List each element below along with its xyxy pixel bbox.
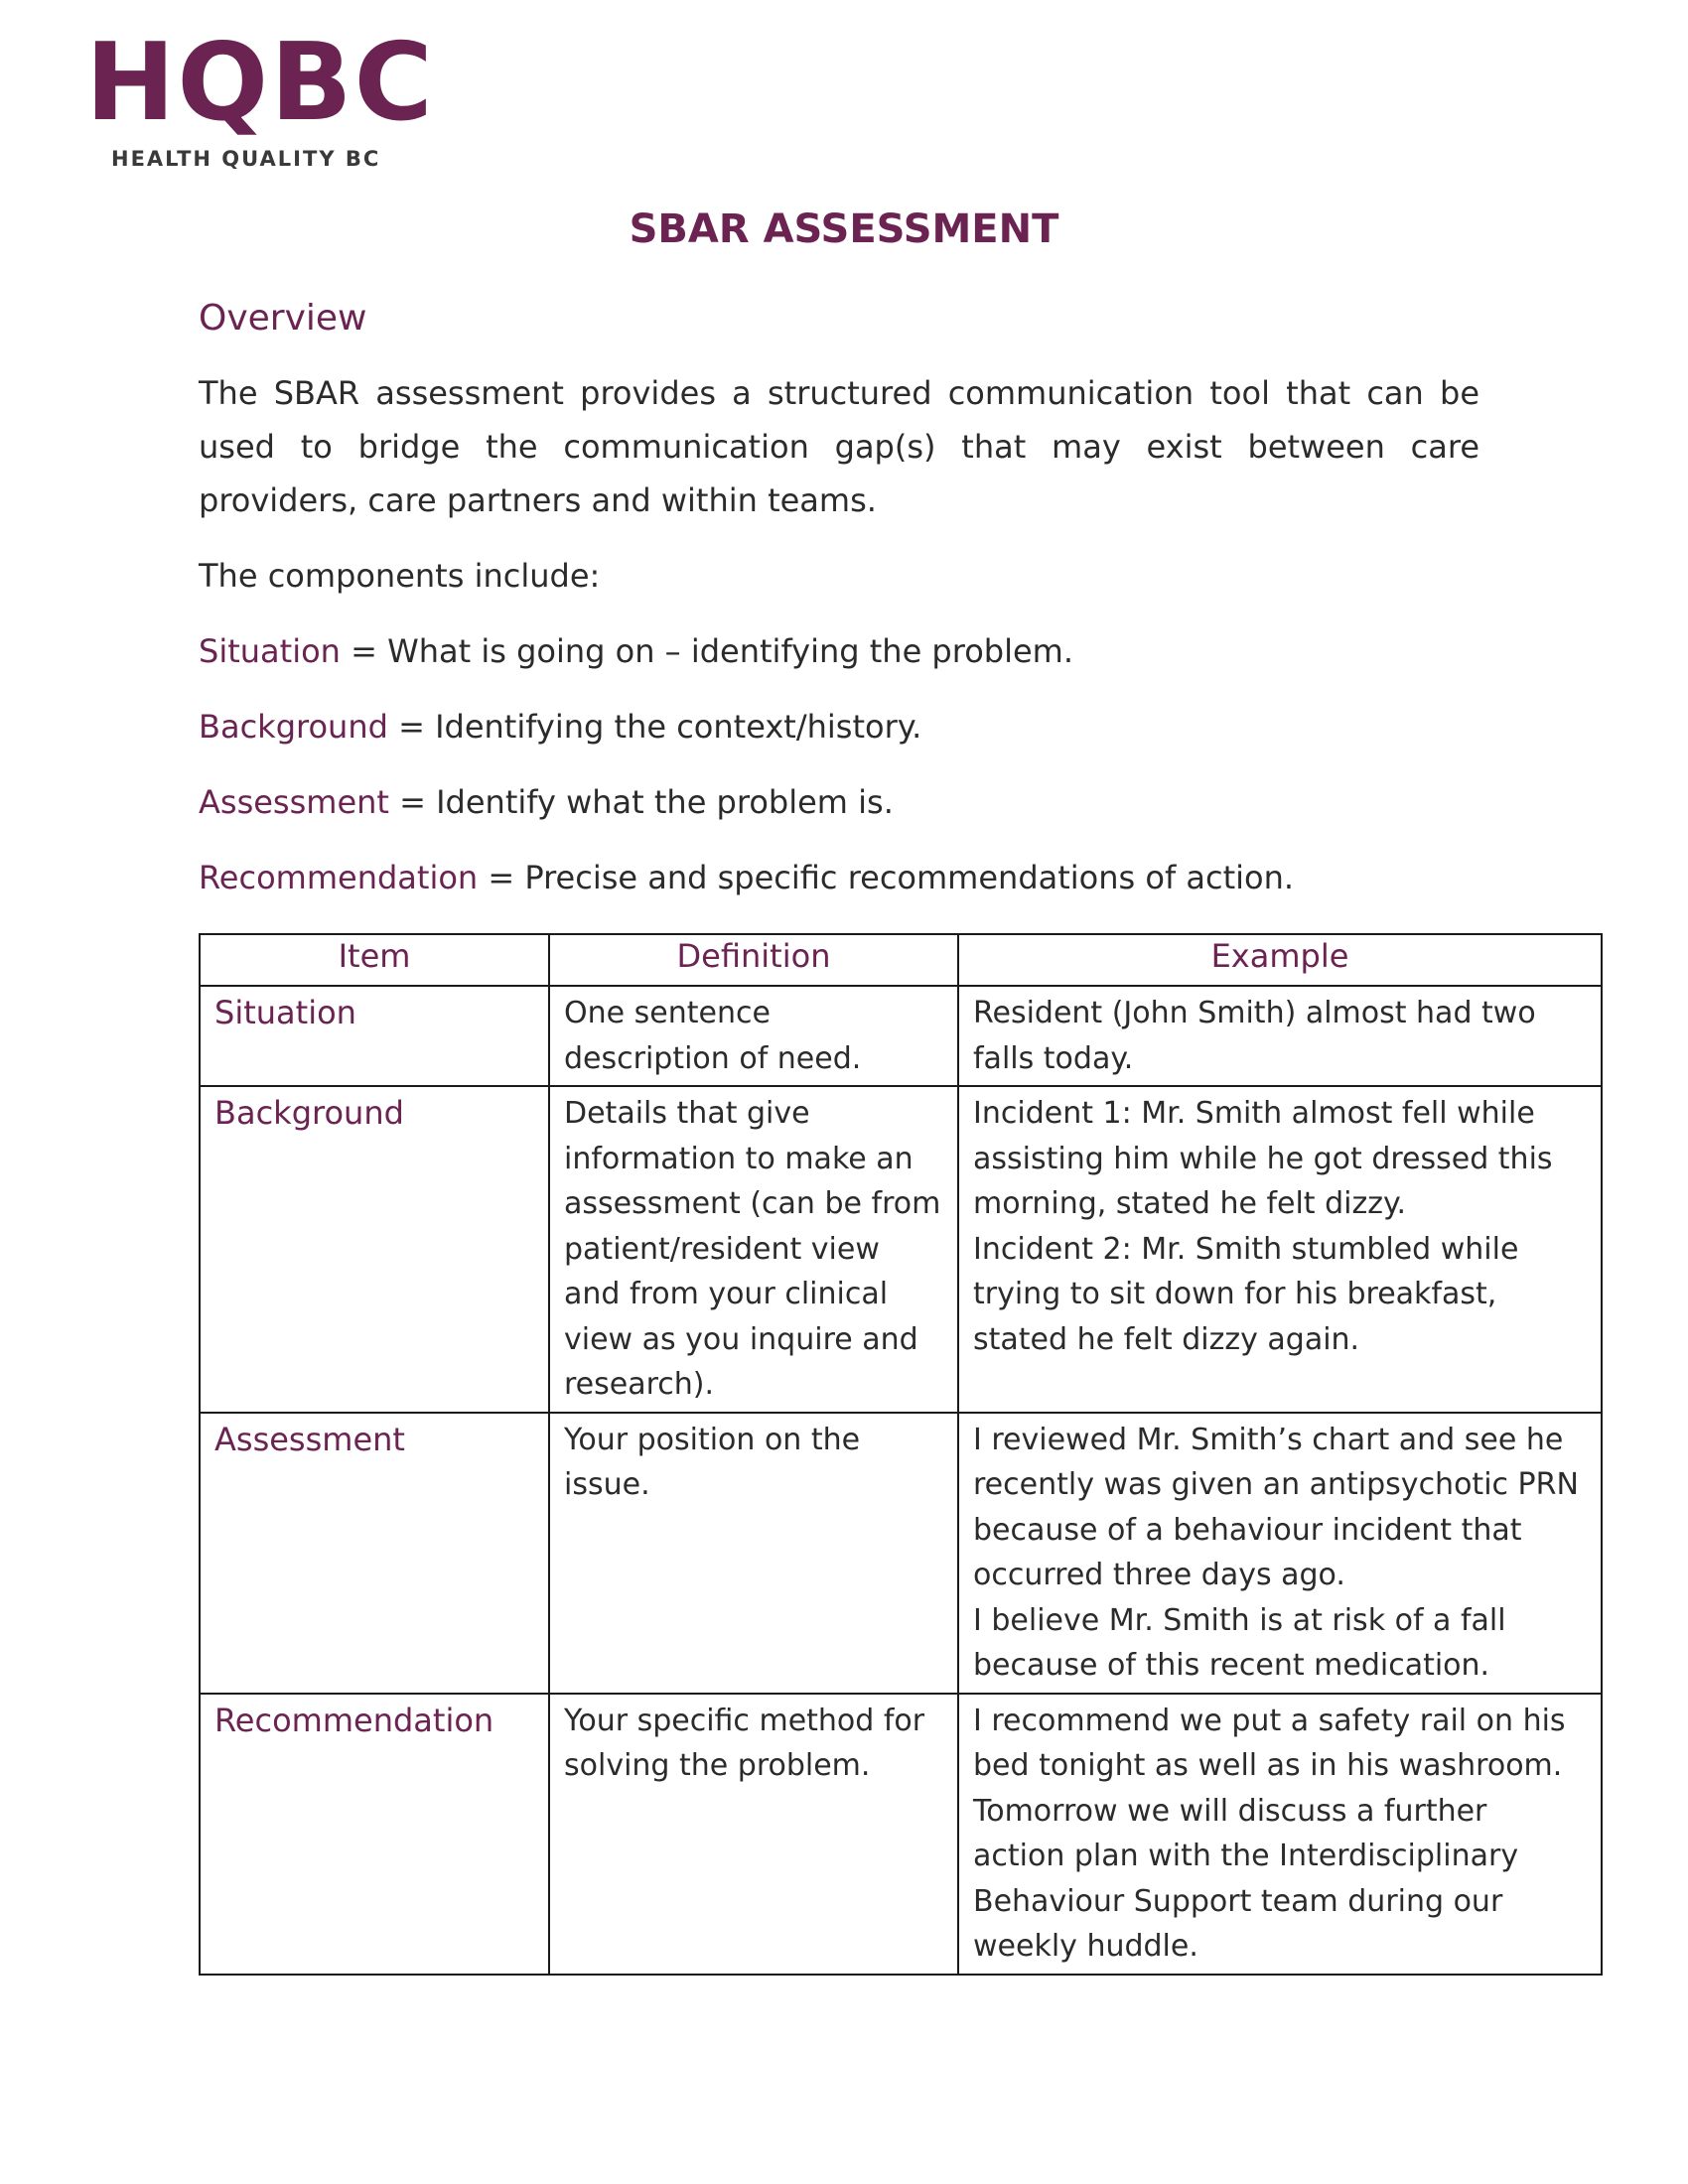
row-example	[958, 1694, 1602, 1975]
component-term: Recommendation	[199, 859, 479, 896]
overview-section	[199, 298, 1479, 926]
overview-heading: Overview	[199, 298, 367, 339]
example-line: I recommend we put a safety rail on his bed tonight as well as in his washroom. Tomorrow we will discuss a further action plan with the Interdisciplinary Behaviour Support team during our weekly huddle.	[973, 1703, 1566, 1964]
hqbc-logo	[85, 21, 435, 171]
table-row	[200, 1413, 1602, 1694]
row-definition: Details that give information to make an assessment (can be from patient/resident view and from your clinical view as you inquire and research).	[549, 1086, 958, 1413]
table-row	[200, 1086, 1602, 1413]
example-line: I believe Mr. Smith is at risk of a fall because of this recent medication.	[973, 1602, 1506, 1683]
component-term: Background	[199, 708, 388, 746]
row-example	[958, 1086, 1602, 1413]
table-row	[200, 1694, 1602, 1975]
row-item: Assessment	[200, 1413, 549, 1694]
component-assessment	[199, 775, 1479, 829]
table-header-row	[200, 934, 1602, 986]
component-term: Situation	[199, 632, 341, 670]
example-line: I reviewed Mr. Smith’s chart and see he recently was given an antipsychotic PRN because of a behaviour incident that occurred three days ago.	[973, 1422, 1579, 1592]
row-definition: Your position on the issue.	[549, 1413, 958, 1694]
sbar-table	[199, 933, 1603, 1976]
component-definition: = Identify what the problem is.	[388, 783, 894, 821]
logo-tagline: HEALTH QUALITY BC	[111, 147, 381, 171]
component-background	[199, 700, 1479, 753]
example-line: Incident 2: Mr. Smith stumbled while trying to sit down for his breakfast, stated he felt dizzy again.	[973, 1231, 1519, 1357]
component-definition: = Identifying the context/history.	[387, 708, 922, 746]
component-term: Assessment	[199, 783, 389, 821]
header-item: Item	[200, 934, 549, 986]
header-definition: Definition	[549, 934, 958, 986]
component-situation	[199, 624, 1479, 678]
component-definition: = Precise and specific recommendations of action.	[478, 859, 1295, 896]
components-lead: The components include:	[199, 557, 601, 595]
row-definition: One sentence description of need.	[549, 986, 958, 1086]
component-definition: = What is going on – identifying the problem.	[340, 632, 1073, 670]
example-line: Incident 1: Mr. Smith almost fell while assisting him while he got dressed this morning, stated he felt dizzy.	[973, 1096, 1553, 1221]
example-line: Resident (John Smith) almost had two falls today.	[973, 996, 1536, 1076]
component-recommendation	[199, 851, 1479, 904]
header-example: Example	[958, 934, 1602, 986]
page-title: SBAR ASSESSMENT	[629, 206, 1059, 252]
logo-wordmark	[85, 21, 435, 145]
row-item: Recommendation	[200, 1694, 549, 1975]
logo-wordmark-text: HQBC	[85, 21, 435, 145]
table-row	[200, 986, 1602, 1086]
row-definition: Your specific method for solving the problem.	[549, 1694, 958, 1975]
row-item: Situation	[200, 986, 549, 1086]
row-example	[958, 1413, 1602, 1694]
overview-paragraph: The SBAR assessment provides a structured communication tool that can be used to bridge the communication gap(s) that may exist between care providers, care partners and within teams.	[199, 374, 1479, 519]
row-item: Background	[200, 1086, 549, 1413]
row-example	[958, 986, 1602, 1086]
